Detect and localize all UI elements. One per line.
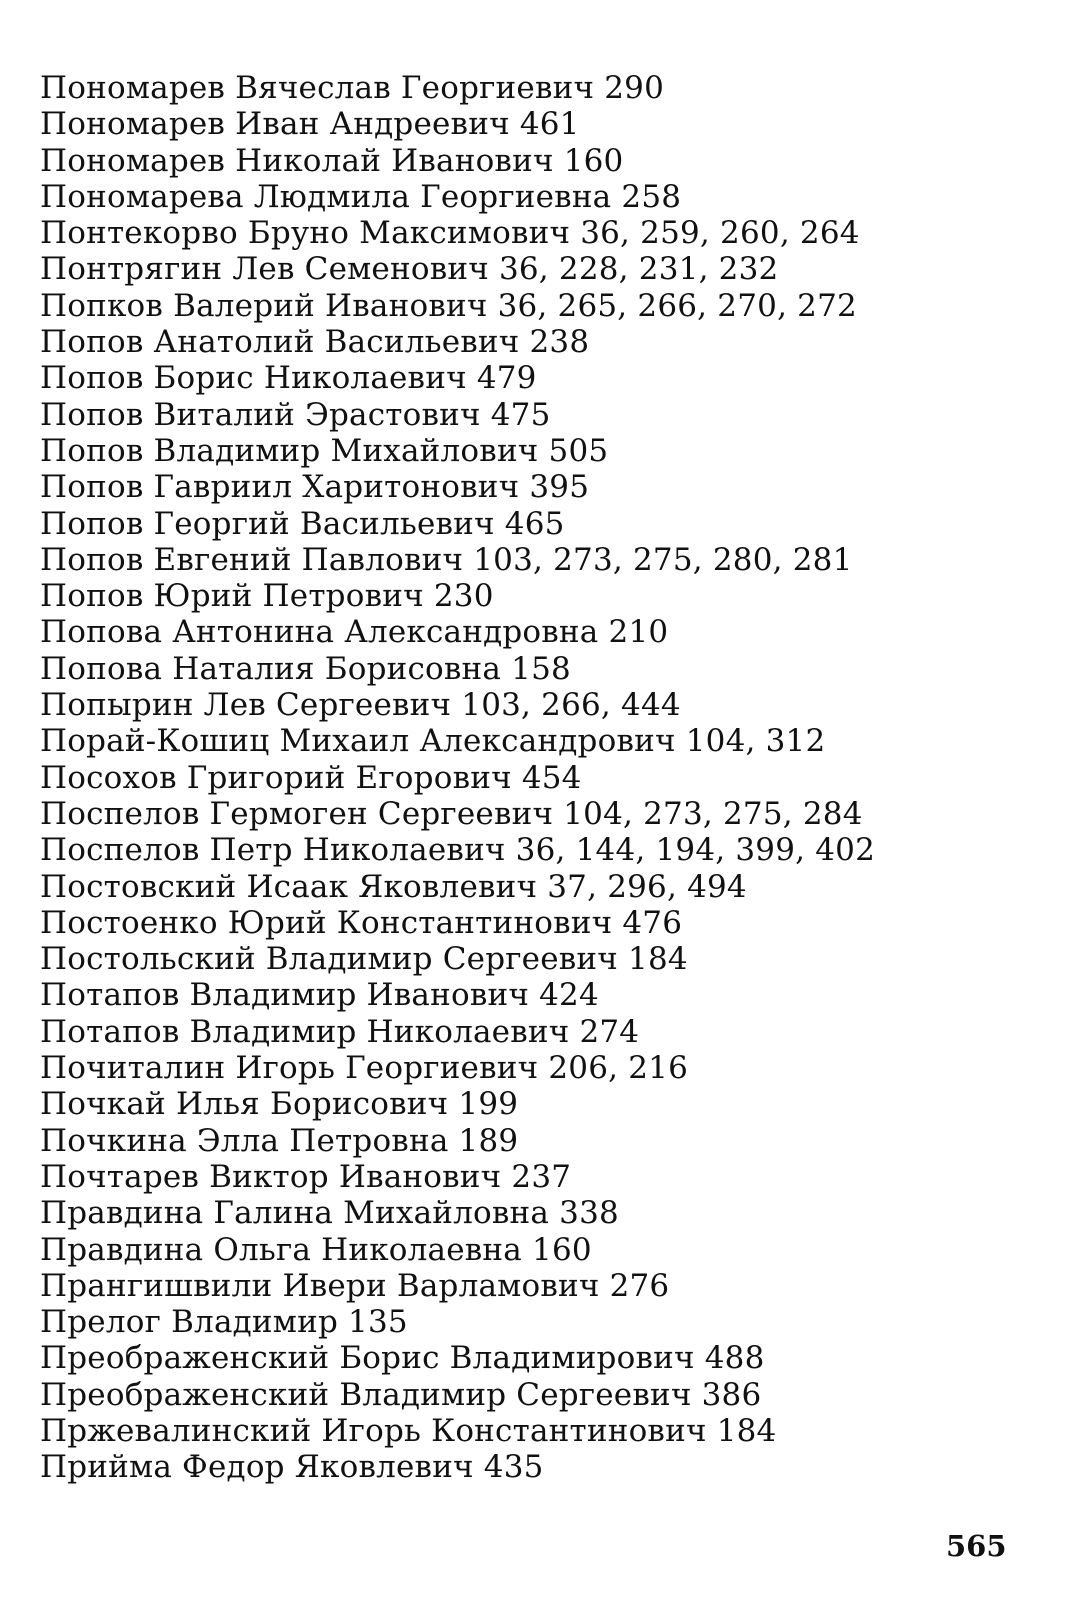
index-entry: Попов Евгений Павлович 103, 273, 275, 280, 281 (40, 541, 853, 578)
index-entry: Преображенский Владимир Сергеевич 386 (40, 1376, 762, 1413)
index-entry: Пономарева Людмила Георгиевна 258 (40, 178, 682, 215)
index-entry: Правдина Ольга Николаевна 160 (40, 1231, 592, 1268)
index-entry: Попырин Лев Сергеевич 103, 266, 444 (40, 687, 681, 724)
index-entry: Попов Владимир Михайлович 505 (40, 432, 609, 469)
index-entry: Прийма Федор Яковлевич 435 (40, 1449, 544, 1486)
index-entry: Почиталин Игорь Георгиевич 206, 216 (40, 1050, 689, 1087)
index-entry: Преображенский Борис Владимирович 488 (40, 1340, 765, 1377)
index-entry: Постовский Исаак Яковлевич 37, 296, 494 (40, 868, 747, 905)
index-entry: Пржевалинский Игорь Константинович 184 (40, 1412, 777, 1449)
index-entry: Потапов Владимир Иванович 424 (40, 977, 599, 1014)
index-entry: Пономарев Иван Андреевич 461 (40, 106, 580, 143)
index-entry: Поспелов Гермоген Сергеевич 104, 273, 275, 284 (40, 795, 863, 832)
index-entry: Понтекорво Бруно Максимович 36, 259, 260, 264 (40, 215, 860, 252)
index-entry: Попков Валерий Иванович 36, 265, 266, 270, 272 (40, 287, 857, 324)
index-entry: Понтрягин Лев Семенович 36, 228, 231, 232 (40, 251, 779, 288)
index-entry: Попов Гавриил Харитонович 395 (40, 469, 590, 506)
index-entry: Потапов Владимир Николаевич 274 (40, 1013, 640, 1050)
index-entry: Посохов Григорий Егорович 454 (40, 759, 582, 796)
index-entry: Попов Анатолий Васильевич 238 (40, 324, 590, 361)
index-entry: Попов Виталий Эрастович 475 (40, 396, 551, 433)
index-entry: Пономарев Вячеслав Георгиевич 290 (40, 70, 664, 106)
index-entry: Пономарев Николай Иванович 160 (40, 142, 624, 179)
index-entry: Прангишвили Ивери Варламович 276 (40, 1267, 670, 1304)
name-index-list (40, 70, 1000, 1486)
index-entry: Почтарев Виктор Иванович 237 (40, 1158, 572, 1195)
index-entry: Попов Борис Николаевич 479 (40, 360, 537, 397)
index-entry: Порай-Кошиц Михаил Александрович 104, 312 (40, 723, 826, 760)
index-entry: Постольский Владимир Сергеевич 184 (40, 941, 688, 978)
index-entry: Постоенко Юрий Константинович 476 (40, 904, 683, 941)
index-entry: Попова Наталия Борисовна 158 (40, 650, 571, 687)
index-entry: Правдина Галина Михайловна 338 (40, 1195, 619, 1232)
index-entry: Попов Юрий Петрович 230 (40, 578, 494, 615)
index-entry: Поспелов Петр Николаевич 36, 144, 194, 399, 402 (40, 832, 876, 869)
index-entry: Почкина Элла Петровна 189 (40, 1122, 519, 1159)
index-entry: Попова Антонина Александровна 210 (40, 614, 669, 651)
index-entry: Прелог Владимир 135 (40, 1304, 408, 1341)
index-entry: Попов Георгий Васильевич 465 (40, 505, 565, 542)
page-number: 565 (946, 1529, 1007, 1563)
index-entry: Почкай Илья Борисович 199 (40, 1086, 519, 1123)
